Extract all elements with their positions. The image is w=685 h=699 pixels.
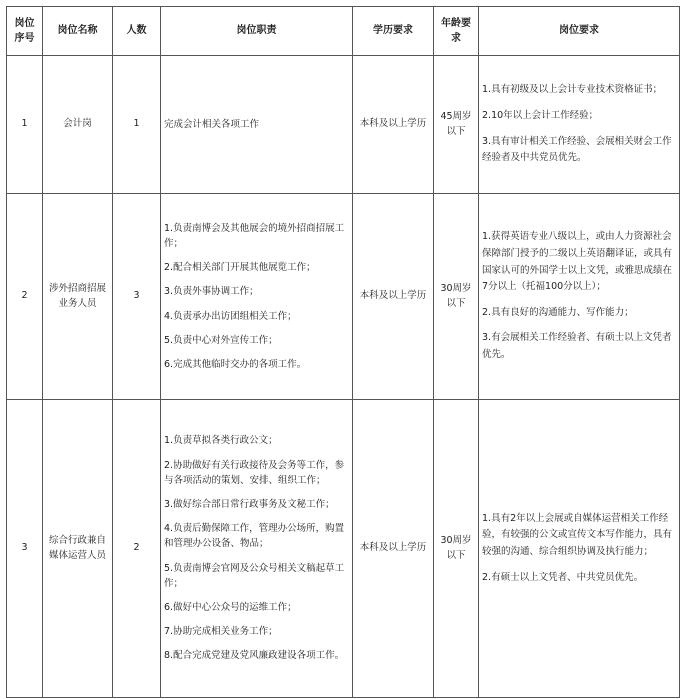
requirement-item: 2.具有良好的沟通能力、写作能力； bbox=[482, 306, 634, 318]
table-row bbox=[7, 56, 680, 194]
header-education: 学历要求 bbox=[353, 7, 434, 56]
duty-item: 4.负责后勤保障工作，管理办公场所，购置和管理办公设备、物品； bbox=[164, 523, 345, 550]
header-duties: 岗位职责 bbox=[161, 7, 353, 56]
job-table bbox=[6, 6, 680, 698]
header-seq: 岗位序号 bbox=[7, 7, 43, 56]
header-age: 年龄要求 bbox=[434, 7, 479, 56]
duty-item: 8.配合完成党建及党风廉政建设各项工作。 bbox=[164, 650, 345, 662]
cell-count: 2 bbox=[113, 400, 161, 698]
header-count: 人数 bbox=[113, 7, 161, 56]
duty-item: 4.负责承办出访团组相关工作； bbox=[164, 310, 297, 322]
cell-age: 45周岁以下 bbox=[434, 56, 479, 194]
cell-age: 30周岁以下 bbox=[434, 400, 479, 698]
cell-duties bbox=[161, 56, 353, 194]
requirement-item: 2.有硕士以上文凭者、中共党员优先。 bbox=[482, 571, 644, 583]
cell-count: 3 bbox=[113, 194, 161, 400]
duty-item: 2.协助做好有关行政接待及会务等工作，参与各项活动的策划、安排、组织工作； bbox=[164, 459, 345, 486]
requirement-item: 2.10年以上会计工作经验； bbox=[482, 109, 599, 121]
duty-item: 6.完成其他临时交办的各项工作。 bbox=[164, 358, 307, 370]
cell-name: 涉外招商招展业务人员 bbox=[43, 194, 113, 400]
requirement-item: 1.获得英语专业八级以上，或由人力资源社会保障部门授予的二级以上英语翻译证，或具有国家认可的外国学士以上文凭，或雅思成绩在7分以上（托福100分以上）； bbox=[482, 231, 673, 293]
requirement-item: 3.有会展相关工作经验者、有硕士以上文凭者优先。 bbox=[482, 332, 672, 361]
duty-item: 5.负责中心对外宣传工作； bbox=[164, 334, 278, 346]
cell-seq: 3 bbox=[7, 400, 43, 698]
duty-item: 3.负责外事协调工作； bbox=[164, 286, 259, 298]
cell-name: 会计岗 bbox=[43, 56, 113, 194]
duty-item: 2.配合相关部门开展其他展览工作； bbox=[164, 262, 316, 274]
requirement-item: 3.具有审计相关工作经验、会展相关财会工作经验者及中共党员优先。 bbox=[482, 135, 672, 164]
requirement-item: 1.具有2年以上会展或自媒体运营相关工作经验，有较强的公文或宣传文本写作能力，具有较强的沟通、综合组织协调及执行能力； bbox=[482, 512, 673, 557]
duty-item: 6.做好中心公众号的运维工作； bbox=[164, 601, 297, 613]
header-name: 岗位名称 bbox=[43, 7, 113, 56]
table-row bbox=[7, 400, 680, 698]
header-requirements: 岗位要求 bbox=[479, 7, 680, 56]
duty-item: 7.协助完成相关业务工作； bbox=[164, 626, 278, 638]
cell-duties bbox=[161, 400, 353, 698]
table-row bbox=[7, 194, 680, 400]
cell-requirements bbox=[479, 400, 680, 698]
table-header-row bbox=[7, 7, 680, 56]
job-table-container bbox=[6, 6, 680, 698]
cell-seq: 1 bbox=[7, 56, 43, 194]
cell-requirements bbox=[479, 194, 680, 400]
cell-requirements bbox=[479, 56, 680, 194]
duty-item: 完成会计相关各项工作 bbox=[164, 118, 260, 130]
cell-duties bbox=[161, 194, 353, 400]
cell-education: 本科及以上学历 bbox=[353, 56, 434, 194]
duty-item: 5.负责南博会官网及公众号相关文稿起草工作； bbox=[164, 562, 345, 589]
cell-name: 综合行政兼自媒体运营人员 bbox=[43, 400, 113, 698]
cell-seq: 2 bbox=[7, 194, 43, 400]
cell-education: 本科及以上学历 bbox=[353, 400, 434, 698]
requirement-item: 1.具有初级及以上会计专业技术资格证书； bbox=[482, 84, 663, 96]
cell-count: 1 bbox=[113, 56, 161, 194]
duty-item: 3.做好综合部日常行政事务及文秘工作； bbox=[164, 499, 335, 511]
duty-item: 1.负责南博会及其他展会的境外招商招展工作； bbox=[164, 222, 345, 250]
duty-item: 1.负责草拟各类行政公文； bbox=[164, 435, 278, 447]
cell-education: 本科及以上学历 bbox=[353, 194, 434, 400]
cell-age: 30周岁以下 bbox=[434, 194, 479, 400]
